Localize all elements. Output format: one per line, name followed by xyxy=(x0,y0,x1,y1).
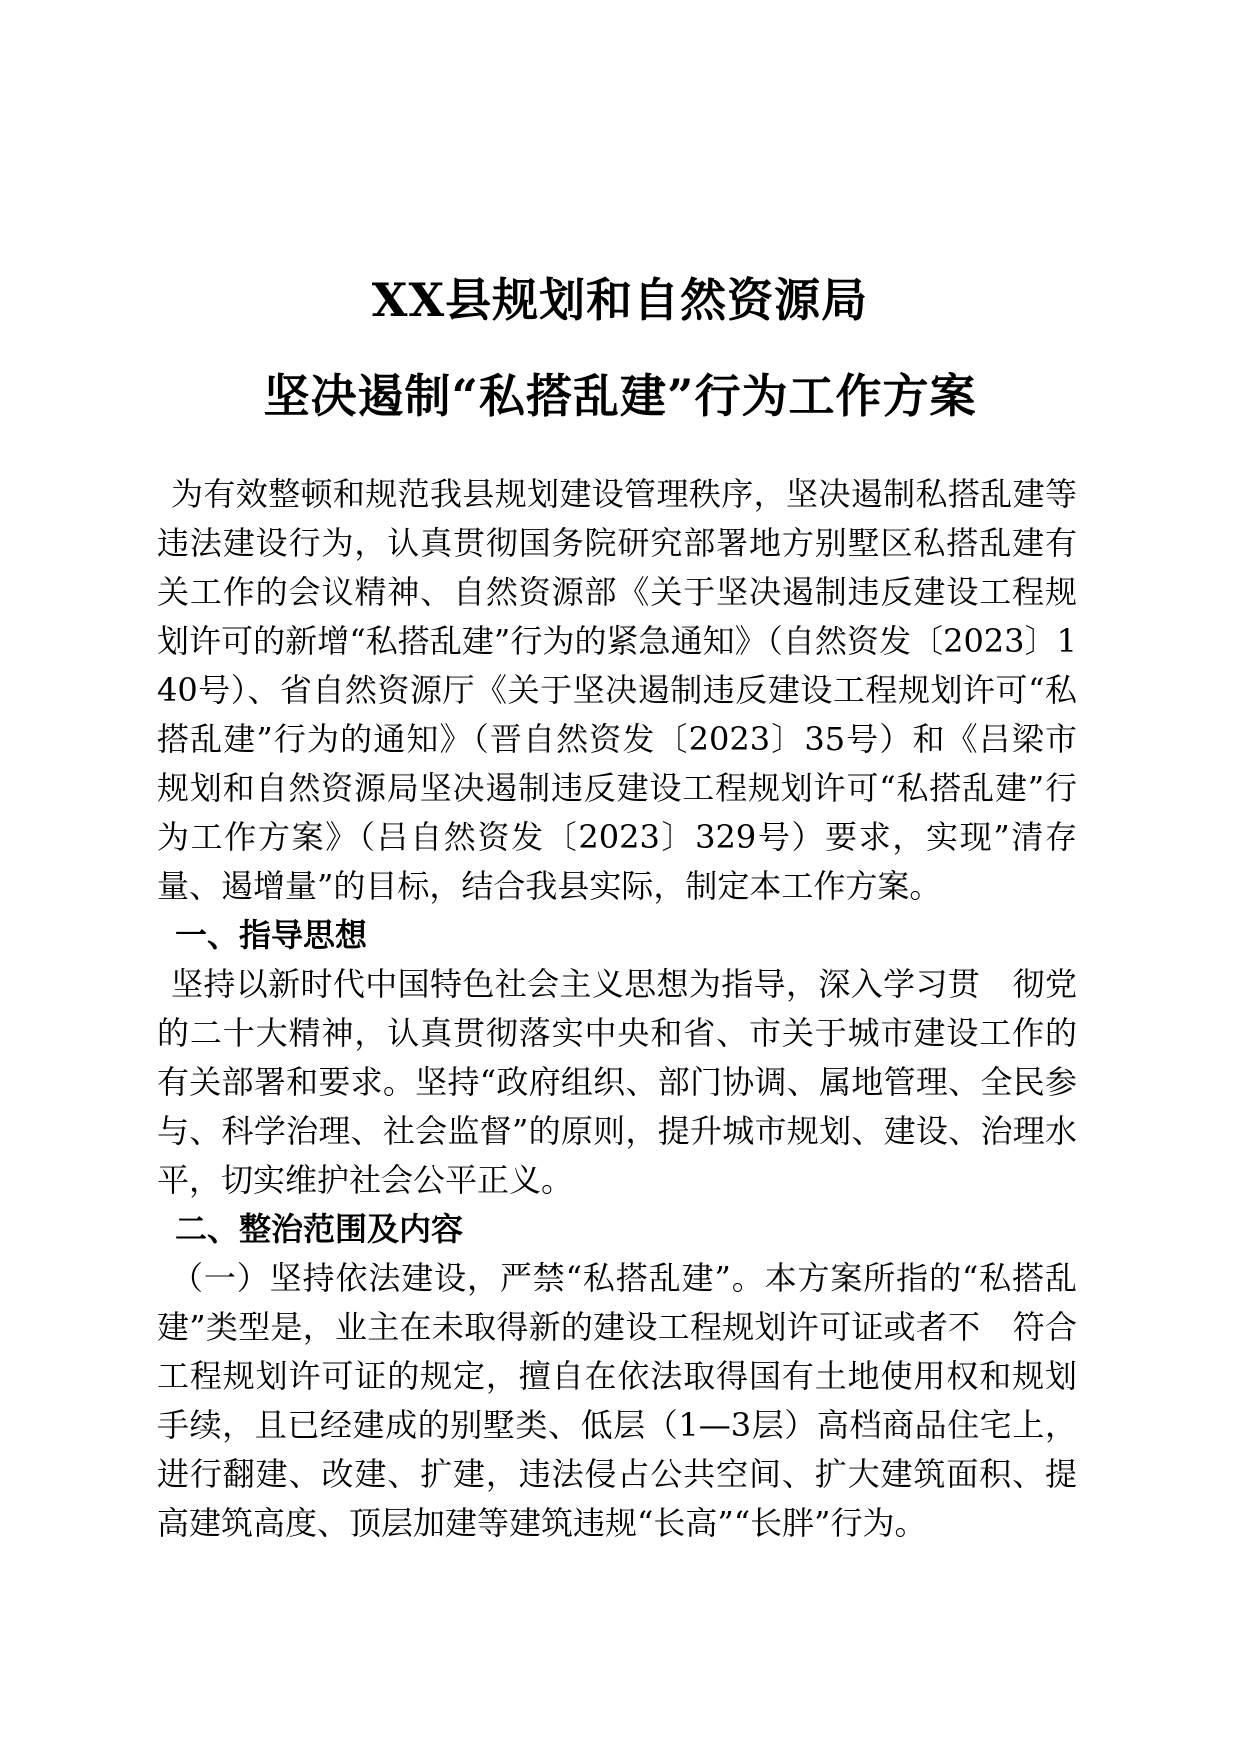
intro-paragraph: 为有效整顿和规范我县规划建设管理秩序，坚决遏制私搭乱建等违法建设行为，认真贯彻国务院研究部署地方别墅区私搭乱建有关工作的会议精神、自然资源部《关于坚决遏制违反建设工程规划许可的新增“私搭乱建”行为的紧急通知》（自然资发〔2023〕140号）、省自然资源厅《关于坚决遏制违反建设工程规划许可“私搭乱建”行为的通知》（晋自然资发〔2023〕35号）和《吕梁市规划和自然资源局坚决遏制违反建设工程规划许可“私搭乱建”行为工作方案》（吕自然资发〔2023〕329号）要求，实现”清存量、遏增量”的目标，结合我县实际，制定本工作方案。 xyxy=(157,475,1077,905)
title-line-2: 坚决遏制“私搭乱建”行为工作方案 xyxy=(263,369,977,423)
guiding-ideology-paragraph: 坚持以新时代中国特色社会主义思想为指导，深入学习贯 彻党的二十大精神，认真贯彻落实中央和省、市关于城市建设工作的有关部署和要求。坚持“政府组织、部门协调、属地管理、全民参与、科学治理、社会监督”的原则，提升城市规划、建设、治理水平，切实维护社会公平正义。 xyxy=(157,965,1077,1199)
section-heading-guiding-ideology: 一、指导思想 xyxy=(175,916,368,954)
document-body xyxy=(157,470,1077,1548)
document-title xyxy=(0,252,1240,444)
title-line-1: XX县规划和自然资源局 xyxy=(371,273,869,327)
section-heading-scope-content: 二、整治范围及内容 xyxy=(175,1210,464,1248)
scope-content-paragraph: （一）坚持依法建设，严禁“私搭乱建”。本方案所指的“私搭乱建”类型是，业主在未取得新的建设工程规划许可证或者不 符合工程规划许可证的规定，擅自在依法取得国有土地使用权和规划手续，且已经建成的别墅类、低层（1—3层）高档商品住宅上，进行翻建、改建、扩建，违法侵占公共空间、扩大建筑面积、提高建筑高度、顶层加建等建筑违规“长高”“长胖”行为。 xyxy=(157,1259,1077,1542)
